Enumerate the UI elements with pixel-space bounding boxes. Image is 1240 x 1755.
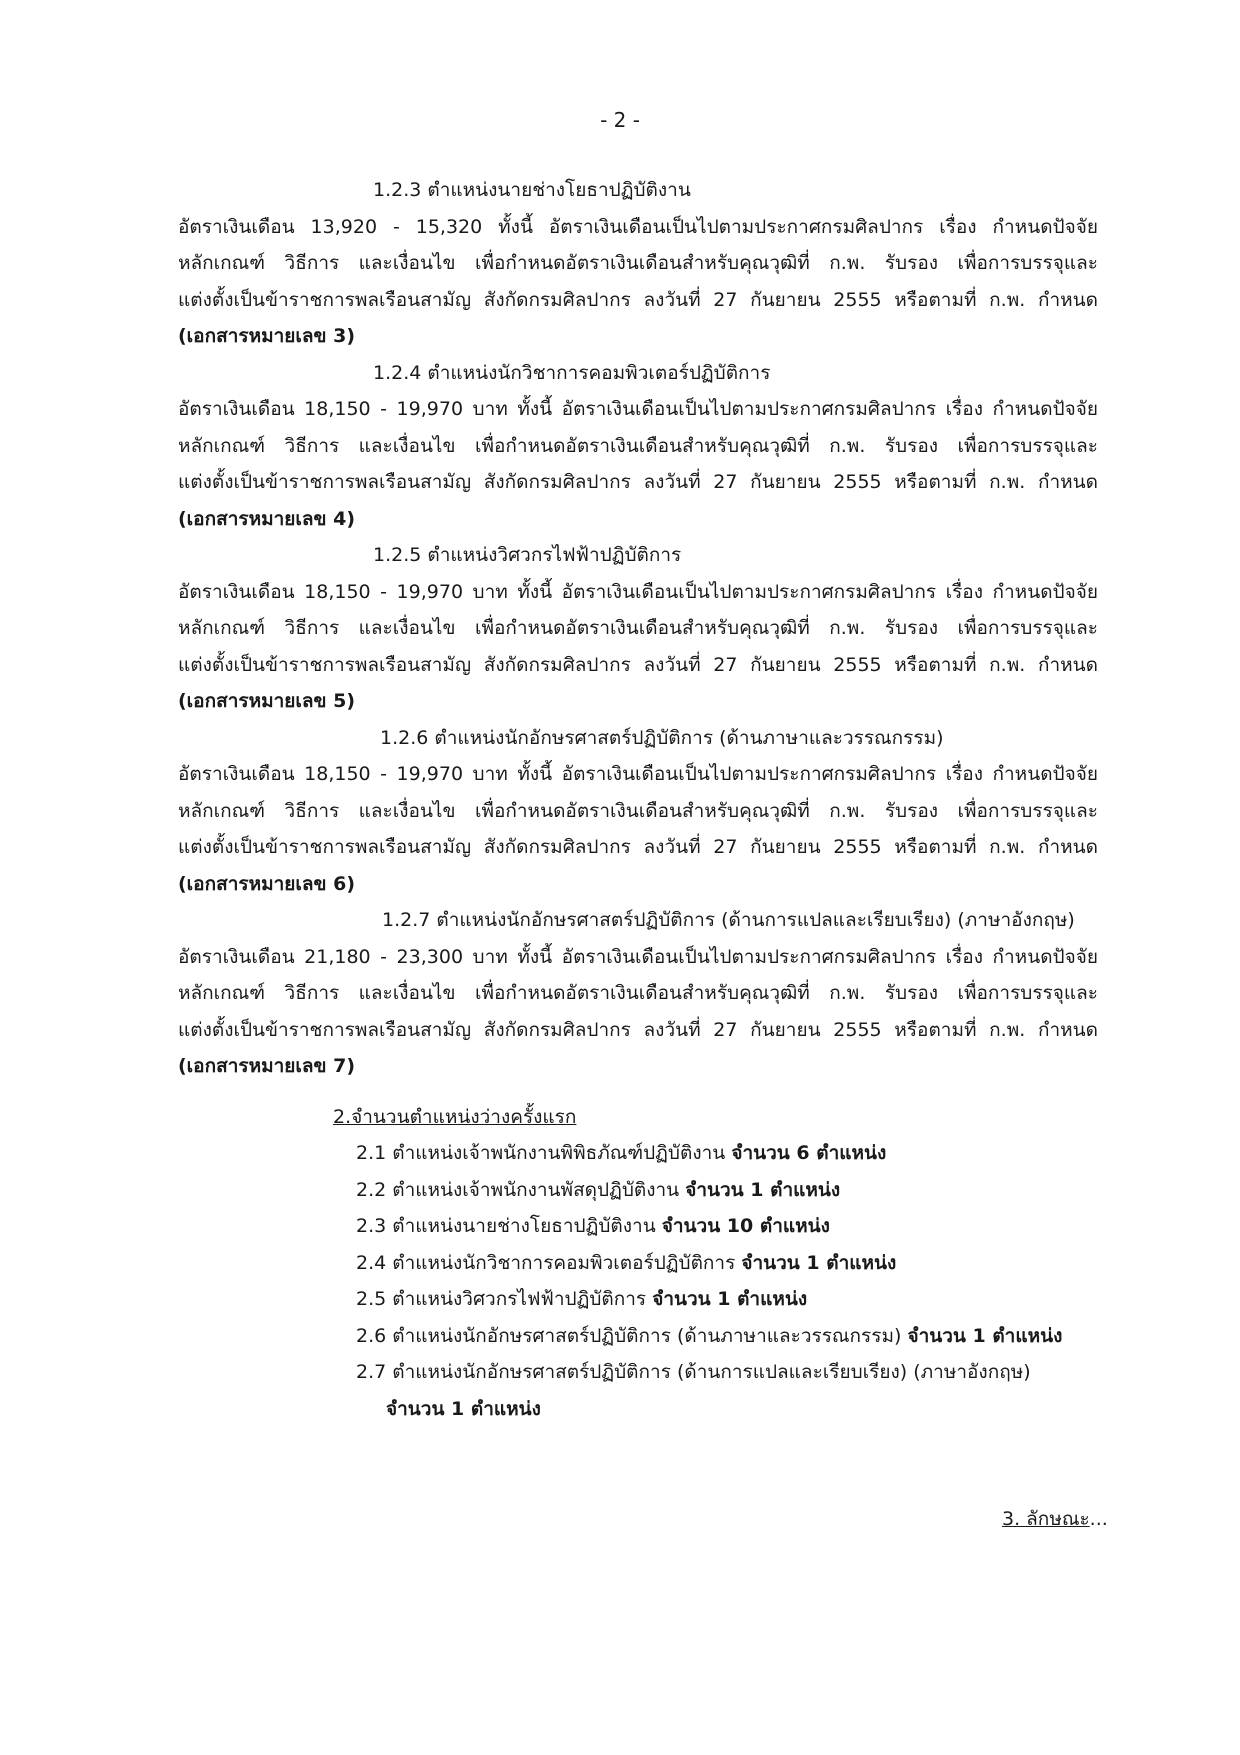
section-1-2-5 xyxy=(178,537,1098,720)
catchword-label: 3. ลักษณะ xyxy=(1002,1508,1090,1530)
section-heading: 1.2.3 ตำแหน่งนายช่างโยธาปฏิบัติงาน xyxy=(373,179,691,201)
paragraph-line: หลักเกณฑ์ วิธีการ และเงื่อนไข เพื่อกำหนดอัตราเงินเดือนสำหรับคุณวุฒิที่ ก.พ. รับรอง เพื่อการบรรจุและ xyxy=(178,434,1098,457)
paragraph-line: แต่งตั้งเป็นข้าราชการพลเรือนสามัญ สังกัดกรมศิลปากร ลงวันที่ 27 กันยายน 2555 หรือตามที่ ก.พ. กำหนด xyxy=(178,288,1098,311)
section-1-2-6 xyxy=(178,720,1098,903)
vacancy-count: จำนวน 1 ตำแหน่ง xyxy=(652,1288,808,1310)
paragraph-line: อัตราเงินเดือน 21,180 - 23,300 บาท ทั้งนี้ อัตราเงินเดือนเป็นไปตามประกาศกรมศิลปากร เรื่อง กำหนดปัจจัย xyxy=(178,945,1098,968)
vacancy-count: จำนวน 1 ตำแหน่ง xyxy=(386,1397,541,1420)
vacancy-continuation xyxy=(178,1391,1098,1428)
document-reference: (เอกสารหมายเลข 3) xyxy=(178,325,356,347)
vacancy-position: 2.7 ตำแหน่งนักอักษรศาสตร์ปฏิบัติการ (ด้านการแปลและเรียบเรียง) (ภาษาอังกฤษ) xyxy=(356,1361,1031,1383)
list-item xyxy=(356,1354,1098,1391)
section-1-2-3 xyxy=(178,172,1098,355)
section-1-2-4 xyxy=(178,355,1098,538)
paragraph-line: หลักเกณฑ์ วิธีการ และเงื่อนไข เพื่อกำหนดอัตราเงินเดือนสำหรับคุณวุฒิที่ ก.พ. รับรอง เพื่อการบรรจุและ xyxy=(178,799,1098,822)
paragraph-line: แต่งตั้งเป็นข้าราชการพลเรือนสามัญ สังกัดกรมศิลปากร ลงวันที่ 27 กันยายน 2555 หรือตามที่ ก.พ. กำหนด xyxy=(178,471,1098,493)
document-reference: (เอกสารหมายเลข 7) xyxy=(178,1055,356,1077)
paragraph-line: อัตราเงินเดือน 18,150 - 19,970 บาท ทั้งนี้ อัตราเงินเดือนเป็นไปตามประกาศกรมศิลปากร เรื่อง กำหนดปัจจัย xyxy=(178,763,1098,785)
section-heading: 1.2.7 ตำแหน่งนักอักษรศาสตร์ปฏิบัติการ (ด้านการแปลและเรียบเรียง) (ภาษาอังกฤษ) xyxy=(382,909,1075,931)
paragraph-line: แต่งตั้งเป็นข้าราชการพลเรือนสามัญ สังกัดกรมศิลปากร ลงวันที่ 27 กันยายน 2555 หรือตามที่ ก.พ. กำหนด xyxy=(178,653,1098,676)
paragraph-line: อัตราเงินเดือน 13,920 - 15,320 ทั้งนี้ อัตราเงินเดือนเป็นไปตามประกาศกรมศิลปากร เรื่อง กำหนดปัจจัย xyxy=(178,215,1098,238)
paragraph-line: แต่งตั้งเป็นข้าราชการพลเรือนสามัญ สังกัดกรมศิลปากร ลงวันที่ 27 กันยายน 2555 หรือตามที่ ก.พ. กำหนด xyxy=(178,836,1098,858)
vacancy-count: จำนวน 1 ตำแหน่ง xyxy=(907,1324,1063,1347)
section-heading: 1.2.4 ตำแหน่งนักวิชาการคอมพิวเตอร์ปฏิบัติการ xyxy=(373,361,771,384)
paragraph-line: แต่งตั้งเป็นข้าราชการพลเรือนสามัญ สังกัดกรมศิลปากร ลงวันที่ 27 กันยายน 2555 หรือตามที่ ก.พ. กำหนด xyxy=(178,1018,1098,1041)
vacancy-position: 2.2 ตำแหน่งเจ้าพนักงานพัสดุปฏิบัติงาน xyxy=(356,1178,680,1201)
vacancies-list xyxy=(178,1135,1098,1391)
vacancy-position: 2.6 ตำแหน่งนักอักษรศาสตร์ปฏิบัติการ (ด้านภาษาและวรรณกรรม) xyxy=(356,1324,902,1347)
vacancy-count: จำนวน 1 ตำแหน่ง xyxy=(741,1251,897,1274)
list-item xyxy=(356,1135,1098,1172)
next-page-catchword xyxy=(1002,1504,1108,1534)
vacancy-count: จำนวน 1 ตำแหน่ง xyxy=(685,1178,841,1201)
vacancy-count: จำนวน 10 ตำแหน่ง xyxy=(661,1215,830,1237)
paragraph-line: อัตราเงินเดือน 18,150 - 19,970 บาท ทั้งนี้ อัตราเงินเดือนเป็นไปตามประกาศกรมศิลปากร เรื่อง กำหนดปัจจัย xyxy=(178,398,1098,420)
document-reference: (เอกสารหมายเลข 5) xyxy=(178,690,356,712)
list-item xyxy=(356,1208,1098,1245)
paragraph-line: หลักเกณฑ์ วิธีการ และเงื่อนไข เพื่อกำหนดอัตราเงินเดือนสำหรับคุณวุฒิที่ ก.พ. รับรอง เพื่อการบรรจุและ xyxy=(178,252,1098,274)
paragraph-line: อัตราเงินเดือน 18,150 - 19,970 บาท ทั้งนี้ อัตราเงินเดือนเป็นไปตามประกาศกรมศิลปากร เรื่อง กำหนดปัจจัย xyxy=(178,580,1098,603)
document-reference: (เอกสารหมายเลข 6) xyxy=(178,872,356,895)
catchword-ellipsis: ... xyxy=(1089,1508,1108,1530)
vacancy-position: 2.5 ตำแหน่งวิศวกรไฟฟ้าปฏิบัติการ xyxy=(356,1288,647,1310)
document-reference: (เอกสารหมายเลข 4) xyxy=(178,507,356,530)
vacancy-count: จำนวน 6 ตำแหน่ง xyxy=(731,1142,887,1164)
document-body xyxy=(178,172,1098,1427)
section-1-2-7 xyxy=(178,902,1098,1085)
list-item xyxy=(356,1245,1098,1282)
section-heading: 1.2.6 ตำแหน่งนักอักษรศาสตร์ปฏิบัติการ (ด้านภาษาและวรรณกรรม) xyxy=(380,726,944,749)
page-number: - 2 - xyxy=(600,108,640,132)
list-item xyxy=(356,1172,1098,1209)
list-item xyxy=(356,1281,1098,1318)
paragraph-line: หลักเกณฑ์ วิธีการ และเงื่อนไข เพื่อกำหนดอัตราเงินเดือนสำหรับคุณวุฒิที่ ก.พ. รับรอง เพื่อการบรรจุและ xyxy=(178,617,1098,639)
paragraph-line: หลักเกณฑ์ วิธีการ และเงื่อนไข เพื่อกำหนดอัตราเงินเดือนสำหรับคุณวุฒิที่ ก.พ. รับรอง เพื่อการบรรจุและ xyxy=(178,982,1098,1004)
list-item xyxy=(356,1318,1098,1355)
vacancy-position: 2.1 ตำแหน่งเจ้าพนักงานพิพิธภัณฑ์ปฏิบัติงาน xyxy=(356,1142,726,1164)
section-heading: 1.2.5 ตำแหน่งวิศวกรไฟฟ้าปฏิบัติการ xyxy=(373,544,682,566)
vacancy-position: 2.4 ตำแหน่งนักวิชาการคอมพิวเตอร์ปฏิบัติการ xyxy=(356,1251,736,1274)
vacancies-title: 2.จำนวนตำแหน่งว่างครั้งแรก xyxy=(333,1105,577,1128)
vacancy-position: 2.3 ตำแหน่งนายช่างโยธาปฏิบัติงาน xyxy=(356,1215,656,1237)
